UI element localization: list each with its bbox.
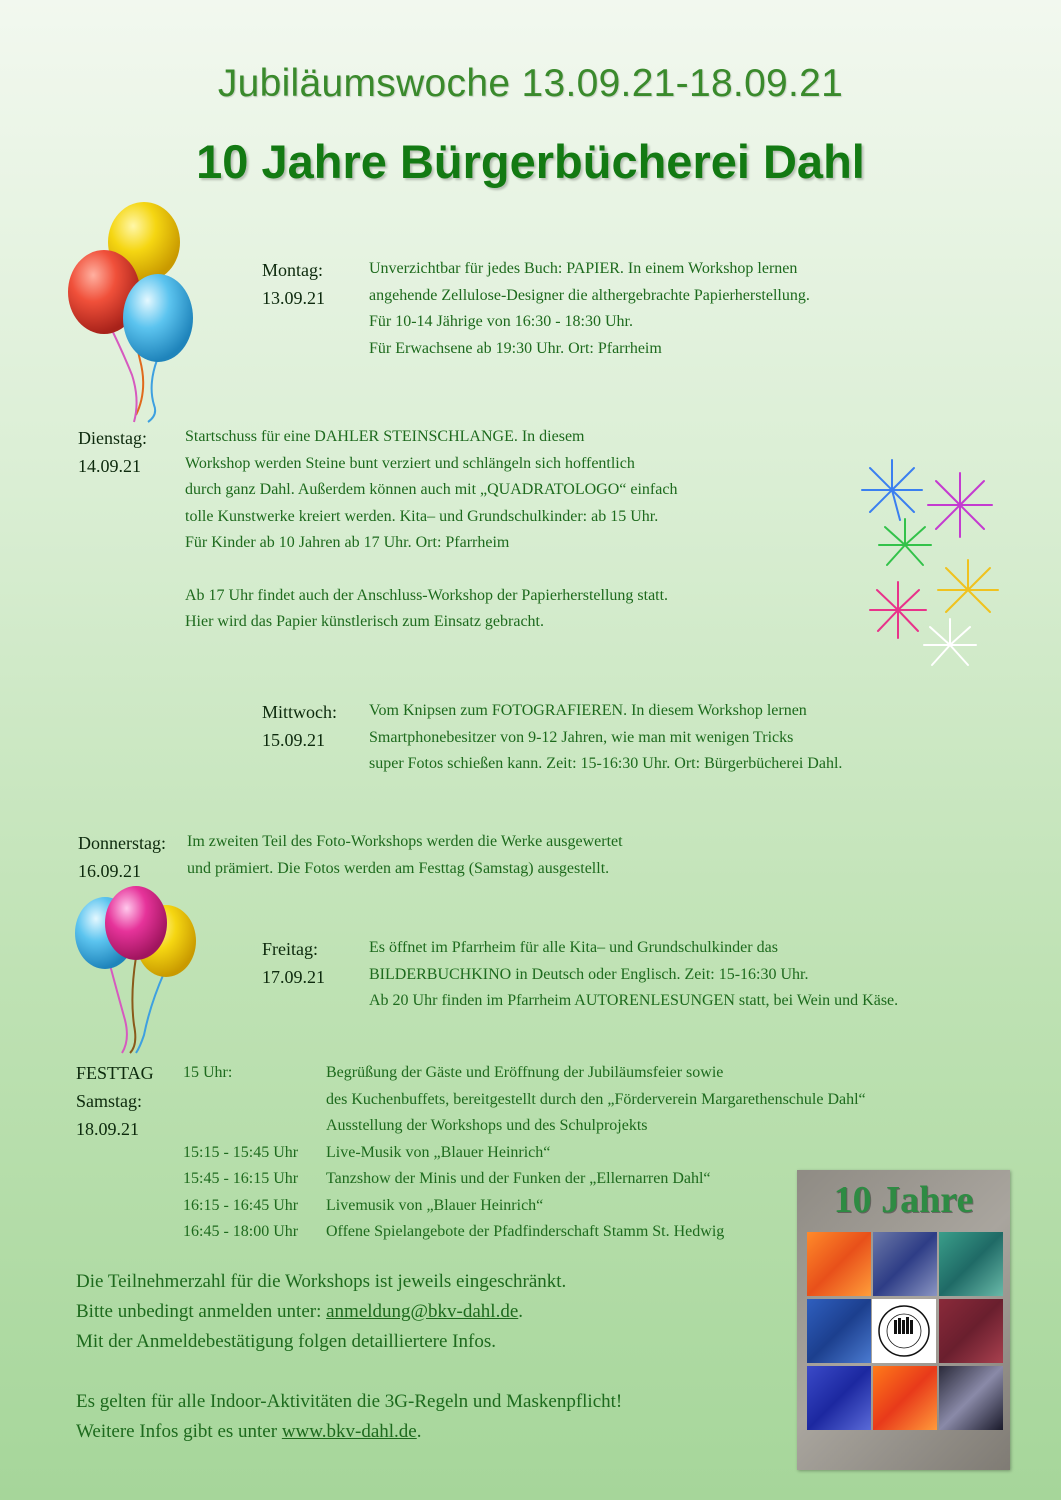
schedule-row: 15 Uhr: Begrüßung der Gäste und Eröffnung der Jubiläumsfeier sowie (183, 1064, 724, 1081)
email-link[interactable]: anmeldung@bkv-dahl.de (326, 1301, 519, 1322)
fireworks-image (850, 450, 1015, 678)
info-block: Die Teilnehmerzahl für die Workshops ist jeweils eingeschränkt. Bitte unbedingt anmelden unter: anmeldung@bkv-dahl.de. Mit der Anmeldebestätigung folgen detailliertere Infos. Es gelten für alle Indoor-Aktivitäten die 3G-Regeln und Maskenpflicht! Weitere Infos gibt es unter www.bkv-dahl.de. (76, 1271, 623, 1442)
day-date: 17.09.21 (262, 967, 325, 987)
poster-title: 10 Jahre (833, 1179, 974, 1221)
schedule-row: 16:45 - 18:00 Uhr Offene Spielangebote der Pfadfinderschaft Stamm St. Hedwig (183, 1223, 725, 1240)
festtag-schedule (183, 1060, 866, 1246)
festtag-label: FESTTAG Samstag: 18.09.21 (76, 1063, 154, 1139)
day-name: Dienstag: (78, 428, 147, 448)
day-label-wednesday (262, 698, 337, 754)
schedule-row: 15:15 - 15:45 Uhr Live-Musik von „Blauer Heinrich“ (183, 1143, 551, 1161)
mosaic-tile (807, 1299, 871, 1363)
subtitle: Jubiläumswoche 13.09.21-18.09.21 (217, 62, 844, 105)
day-label-monday (262, 256, 325, 312)
mosaic-tile (807, 1366, 871, 1430)
day-text-tuesday: Startschuss für eine DAHLER STEINSCHLANGE. In diesem Workshop werden Steine bunt verziert und schlängeln sich hoffentlich durch ganz Dahl. Außerdem können auch mit „QUADRATOLOGO“ einfach tolle Kunstwerke kreiert werden. Kita– und Grundschulkinder: ab 15 Uhr. Für Kinder ab 10 Jahren ab 17 Uhr. Ort: Pfarrheim Ab 17 Uhr findet auch der Anschluss-Workshop der Papierherstellung statt. Hier wird das Papier künstlerisch zum Einsatz gebracht. (185, 428, 678, 630)
day-label-friday (262, 935, 325, 991)
day-name: Montag: (262, 260, 323, 280)
schedule-row: 15:45 - 16:15 Uhr Tanzshow der Minis und der Funken der „Ellernarren Dahl“ (183, 1170, 711, 1187)
mosaic-tile (939, 1232, 1003, 1296)
mosaic-tile (939, 1299, 1003, 1363)
day-date: 16.09.21 (78, 861, 141, 881)
anniversary-poster-image (797, 1170, 1010, 1470)
mosaic-tile (939, 1366, 1003, 1430)
schedule-row: Ausstellung der Workshops und des Schulprojekts (326, 1117, 648, 1134)
day-name: Mittwoch: (262, 702, 337, 722)
day-label-tuesday (78, 424, 147, 480)
mosaic-tile (807, 1232, 871, 1296)
day-date: 14.09.21 (78, 456, 141, 476)
schedule-row: 16:15 - 16:45 Uhr Livemusik von „Blauer Heinrich“ (183, 1196, 544, 1214)
library-logo (872, 1299, 936, 1363)
day-text-friday: Es öffnet im Pfarrheim für alle Kita– und Grundschulkinder das BILDERBUCHKINO in Deutsch oder Englisch. Zeit: 15-16:30 Uhr. Ab 20 Uhr finden im Pfarrheim AUTORENLESUNGEN statt, bei Wein und Käse. (369, 939, 899, 1009)
page-title: 10 Jahre Bürgerbücherei Dahl (196, 135, 865, 188)
mosaic-tile (873, 1366, 937, 1430)
balloons-image (62, 200, 202, 425)
website-link[interactable]: www.bkv-dahl.de (281, 1421, 417, 1442)
day-label-thursday (78, 829, 166, 885)
day-text-thursday: Im zweiten Teil des Foto-Workshops werden die Werke ausgewertet und prämiert. Die Fotos werden am Festtag (Samstag) ausgestellt. (187, 833, 623, 877)
day-date: 15.09.21 (262, 730, 325, 750)
day-name: Freitag: (262, 939, 318, 959)
day-date: 13.09.21 (262, 288, 325, 308)
day-text-wednesday: Vom Knipsen zum FOTOGRAFIEREN. In diesem Workshop lernen Smartphonebesitzer von 9-12 Jahren, wie man mit wenigen Tricks super Fotos schießen kann. Zeit: 15-16:30 Uhr. Ort: Bürgerbücherei Dahl. (369, 702, 843, 772)
day-name: Donnerstag: (78, 833, 166, 853)
mosaic-tile (873, 1232, 937, 1296)
balloons-image-2 (70, 885, 200, 1055)
day-text-monday: Unverzichtbar für jedes Buch: PAPIER. In einem Workshop lernen angehende Zellulose-Designer die althergebrachte Papierherstellung. Für 10-14 Jährige von 16:30 - 18:30 Uhr. Für Erwachsene ab 19:30 Uhr. Ort: Pfarrheim (369, 260, 810, 357)
library-logo-icon (876, 1303, 932, 1359)
schedule-row: des Kuchenbuffets, bereitgestellt durch den „Förderverein Margarethenschule Dahl“ (326, 1090, 866, 1108)
